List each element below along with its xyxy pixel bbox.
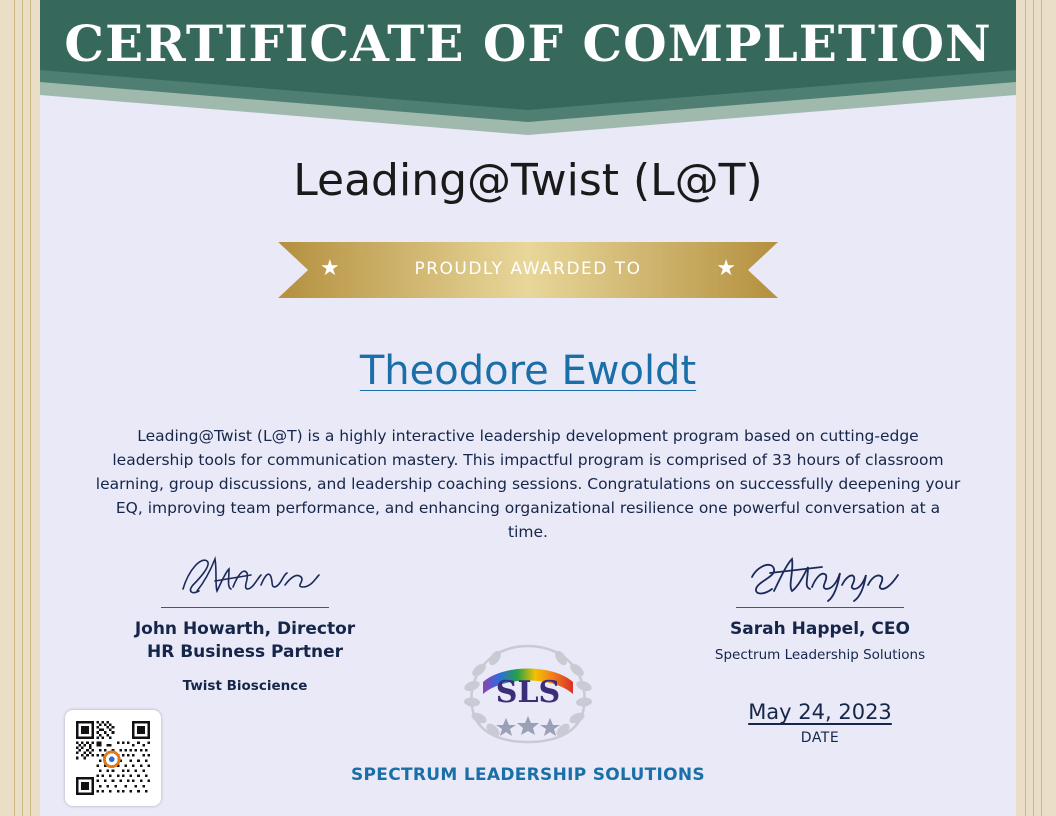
logo-caption: SPECTRUM LEADERSHIP SOLUTIONS — [351, 765, 705, 785]
course-title: Leading@Twist (L@T) — [293, 155, 763, 206]
ribbon-label: PROUDLY AWARDED TO — [414, 259, 642, 279]
border-line-left-2 — [22, 0, 23, 816]
signature-rule-left — [161, 607, 329, 608]
signature-rule-right — [736, 607, 904, 608]
qr-code[interactable] — [65, 710, 161, 806]
logo-mark-text: SLS — [495, 675, 561, 710]
star-icon-left: ★ — [320, 256, 340, 281]
awarded-ribbon — [278, 242, 778, 298]
date-label: DATE — [800, 730, 840, 746]
organization-logo — [443, 630, 613, 754]
signature-image-right — [690, 545, 950, 607]
signatory-name-right: Sarah Happel, CEO — [730, 619, 910, 639]
border-line-right-2 — [1033, 0, 1034, 816]
border-line-right-1 — [1041, 0, 1042, 816]
header-banner — [40, 0, 1016, 135]
signatory-org-right: Spectrum Leadership Solutions — [714, 646, 926, 663]
signature-image-left — [115, 545, 375, 607]
star-icon-right: ★ — [716, 256, 736, 281]
signature-block-left — [115, 545, 375, 694]
date-block — [690, 700, 950, 746]
certificate-body — [40, 0, 1016, 816]
signatory-org-left: Twist Bioscience — [182, 677, 308, 694]
recipient-name: Theodore Ewoldt — [359, 348, 697, 394]
border-line-left-3 — [30, 0, 31, 816]
description-text: Leading@Twist (L@T) is a highly interactive leadership development program based on cutting-edge leadership tools for communication mastery. This impactful program is comprised of 33 hours of classroom learning, group discussions, and leadership coaching sessions. Congratulations on successfully deepening your EQ, improving team performance, and enhancing organizational resilience one powerful conversation at a time. — [95, 427, 961, 542]
signatory-role-left: HR Business Partner — [146, 641, 344, 662]
issue-date: May 24, 2023 — [748, 700, 892, 724]
signature-block-right — [690, 545, 950, 663]
signatory-name-left: John Howarth, Director — [134, 619, 356, 639]
border-line-left-1 — [14, 0, 15, 816]
page-title: CERTIFICATE OF COMPLETION — [64, 14, 992, 73]
border-line-right-3 — [1025, 0, 1026, 816]
